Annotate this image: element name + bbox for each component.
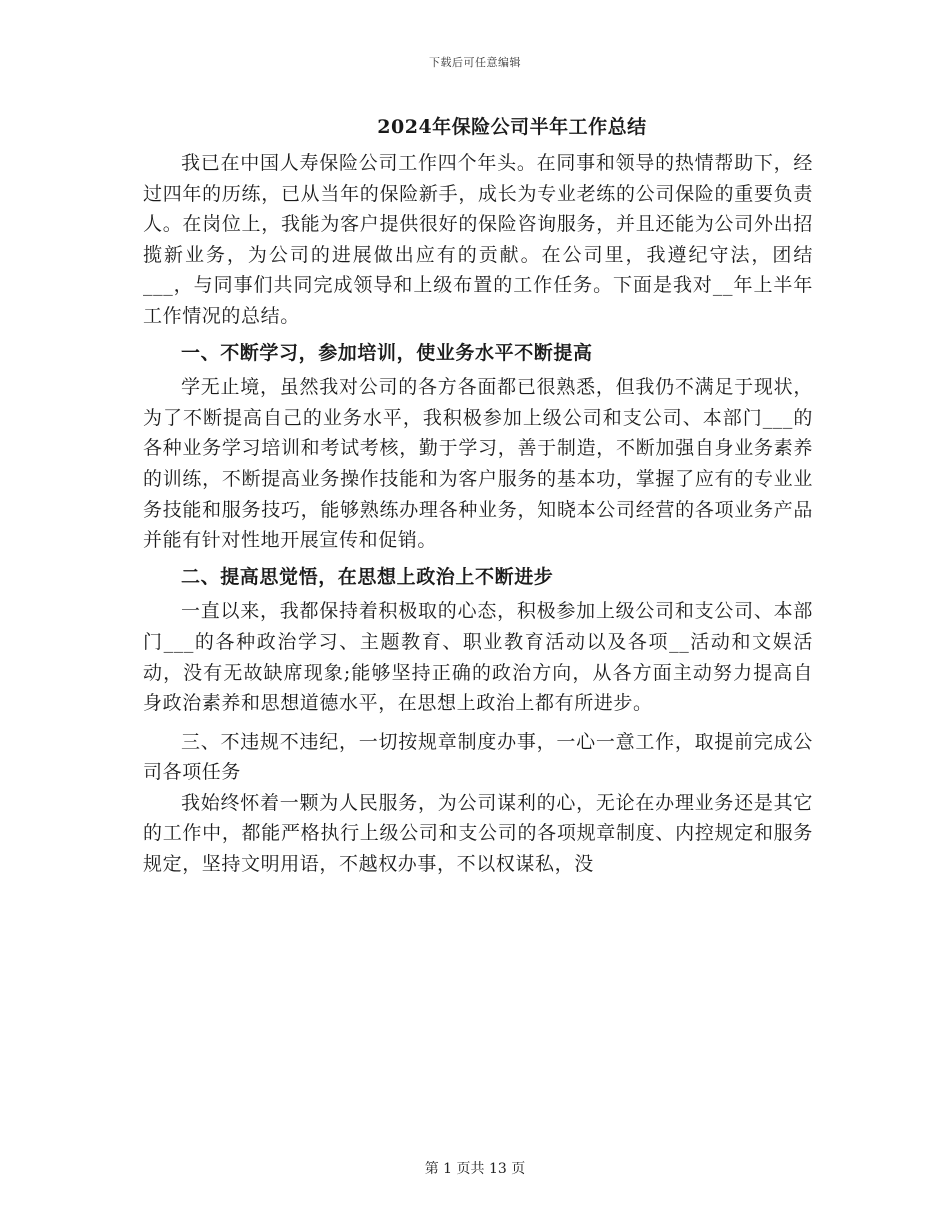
- section-2-heading: 二、提高思觉悟，在思想上政治上不断进步: [181, 565, 554, 588]
- section-2-body: 一直以来，我都保持着积极取的心态，积极参加上级公司和支公司、本部门___的各种政治学习、主题教育、职业教育活动以及各项__活动和文娱活动，没有无故缺席现象;能够坚持正确的政治方向，从各方面主动努力提高自身政治素养和思想道德水平，在思想上政治上都有所进步。: [143, 600, 813, 715]
- section-1-heading: 一、不断学习，参加培训，使业务水平不断提高: [181, 341, 593, 364]
- document-body: [143, 112, 813, 880]
- header-note: 下载后可任意编辑: [429, 56, 521, 69]
- section-3-heading: 三、不违规不违纪，一切按规章制度办事，一心一意工作，取提前完成公司各项任务: [143, 730, 813, 784]
- page-number: 第 1 页共 13 页: [424, 1161, 526, 1177]
- document-title: 2024年保险公司半年工作总结: [377, 116, 647, 138]
- intro-paragraph: 我已在中国人寿保险公司工作四个年头。在同事和领导的热情帮助下，经过四年的历练，已从当年的保险新手，成长为专业老练的公司保险的重要负责人。在岗位上，我能为客户提供很好的保险咨询服务，并且还能为公司外出招揽新业务，为公司的进展做出应有的贡献。在公司里，我遵纪守法，团结___，与同事们共同完成领导和上级布置的工作任务。下面是我对__年上半年工作情况的总结。: [143, 152, 813, 327]
- section-3-body: 我始终怀着一颗为人民服务，为公司谋利的心，无论在办理业务还是其它的工作中，都能严格执行上级公司和支公司的各项规章制度、内控规定和服务规定，坚持文明用语，不越权办事，不以权谋私，没: [143, 791, 813, 876]
- section-1-body: 学无止境，虽然我对公司的各方各面都已很熟悉，但我仍不满足于现状，为了不断提高自己的业务水平，我积极参加上级公司和支公司、本部门___的各种业务学习培训和考试考核，勤于学习，善于制造，不断加强自身业务素养的训练，不断提高业务操作技能和为客户服务的基本功，掌握了应有的专业业务技能和服务技巧，能够熟练办理各种业务，知晓本公司经营的各项业务产品并能有针对性地开展宣传和促销。: [143, 376, 813, 552]
